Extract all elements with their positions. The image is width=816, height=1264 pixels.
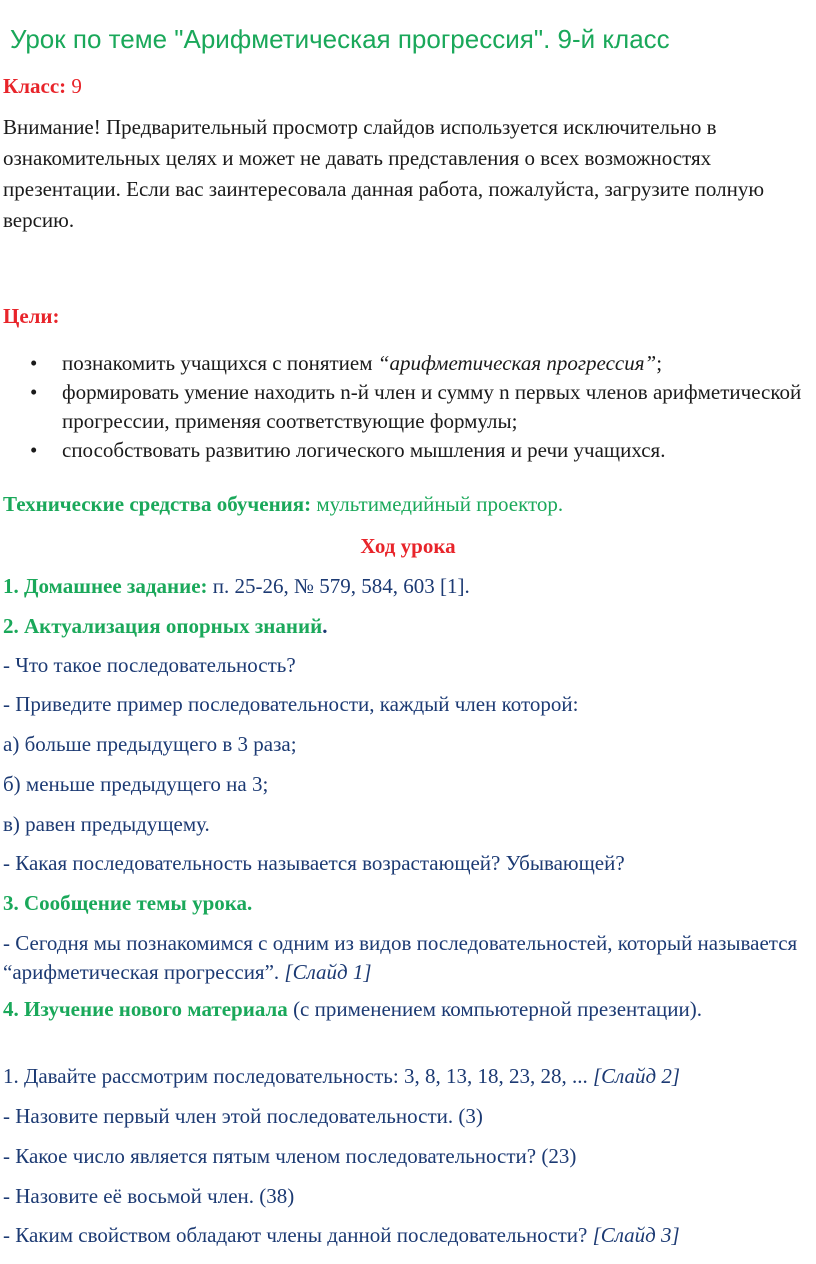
preview-warning: Внимание! Предварительный просмотр слайдов используется исключительно в ознакомительных целях и может не давать представления о всех возможностях презентации. Если вас заинтересовала данная работа, пожалуйста, загрузите полную версию. (3, 115, 765, 232)
question-line: а) больше предыдущего в 3 раза; (3, 732, 297, 756)
goal-1-text: познакомить учащихся с понятием (62, 351, 378, 375)
study-5-text: - Каким свойством обладают члены данной последовательности? (3, 1223, 593, 1247)
tech-means-value: мультимедийный проектор. (311, 492, 564, 516)
goals-list (0, 349, 816, 465)
question-line: - Какая последовательность называется возрастающей? Убывающей? (3, 851, 625, 875)
grade-label: Класс: (3, 74, 67, 98)
homework-value: п. 25-26, № 579, 584, 603 [1]. (207, 574, 470, 598)
goal-2-text: формировать умение находить n-й член и сумму n первых членов арифметической прогрессии, применяя соответствующие формулы; (62, 380, 802, 433)
tech-means-label: Технические средства обучения: (3, 492, 312, 516)
study-1-text: 1. Давайте рассмотрим последовательность: 3, 8, 13, 18, 23, 28, ... (3, 1064, 593, 1088)
question-line: - Приведите пример последовательности, каждый член которой: (3, 692, 579, 716)
question-line: б) меньше предыдущего на 3; (3, 772, 269, 796)
study-line: - Назовите первый член этой последовательности. (3) (3, 1104, 483, 1128)
study-line (3, 1062, 813, 1091)
tech-means-line (3, 490, 813, 519)
slide-ref: [Слайд 2] (592, 1064, 681, 1088)
grade-line (3, 72, 813, 101)
question-line: - Что такое последовательность? (3, 653, 296, 677)
list-item (30, 378, 816, 436)
lesson-heading: Ход урока (360, 534, 456, 558)
homework-line (3, 572, 813, 601)
bullet-icon: • (30, 351, 38, 375)
section-4-value: (с применением компьютерной презентации). (287, 997, 702, 1021)
section-2-heading (3, 612, 813, 641)
topic-text: - Сегодня мы познакомимся с одним из видов последовательностей, который называется “арифметическая прогрессия”. (3, 931, 798, 984)
goal-1-term: “арифметическая прогрессия” (377, 351, 657, 375)
question-line: в) равен предыдущему. (3, 812, 210, 836)
section-4-heading (3, 995, 813, 1024)
topic-paragraph (3, 929, 813, 987)
bullet-icon: • (30, 438, 38, 462)
list-item (30, 349, 816, 378)
page-title: Урок по теме "Арифметическая прогрессия". 9-й класс (10, 24, 670, 54)
section-2-label: 2. Актуализация опорных знаний (3, 614, 323, 638)
section-4-label: 4. Изучение нового материала (3, 997, 288, 1021)
bullet-icon: • (30, 380, 38, 404)
slide-ref: [Слайд 1] (284, 960, 372, 984)
list-item (30, 436, 816, 465)
grade-value: 9 (71, 74, 82, 98)
slide-ref: [Слайд 3] (592, 1223, 680, 1247)
goal-3-text: способствовать развитию логического мышления и речи учащихся. (62, 438, 666, 462)
goal-1-end: ; (656, 351, 663, 375)
section-2-dot: . (322, 614, 328, 638)
homework-label: 1. Домашнее задание: (3, 574, 208, 598)
study-line: - Назовите её восьмой член. (38) (3, 1184, 295, 1208)
study-line (3, 1221, 813, 1250)
study-line: - Какое число является пятым членом последовательности? (23) (3, 1144, 577, 1168)
goals-heading: Цели: (3, 304, 60, 328)
section-3-heading: 3. Сообщение темы урока. (3, 891, 253, 915)
